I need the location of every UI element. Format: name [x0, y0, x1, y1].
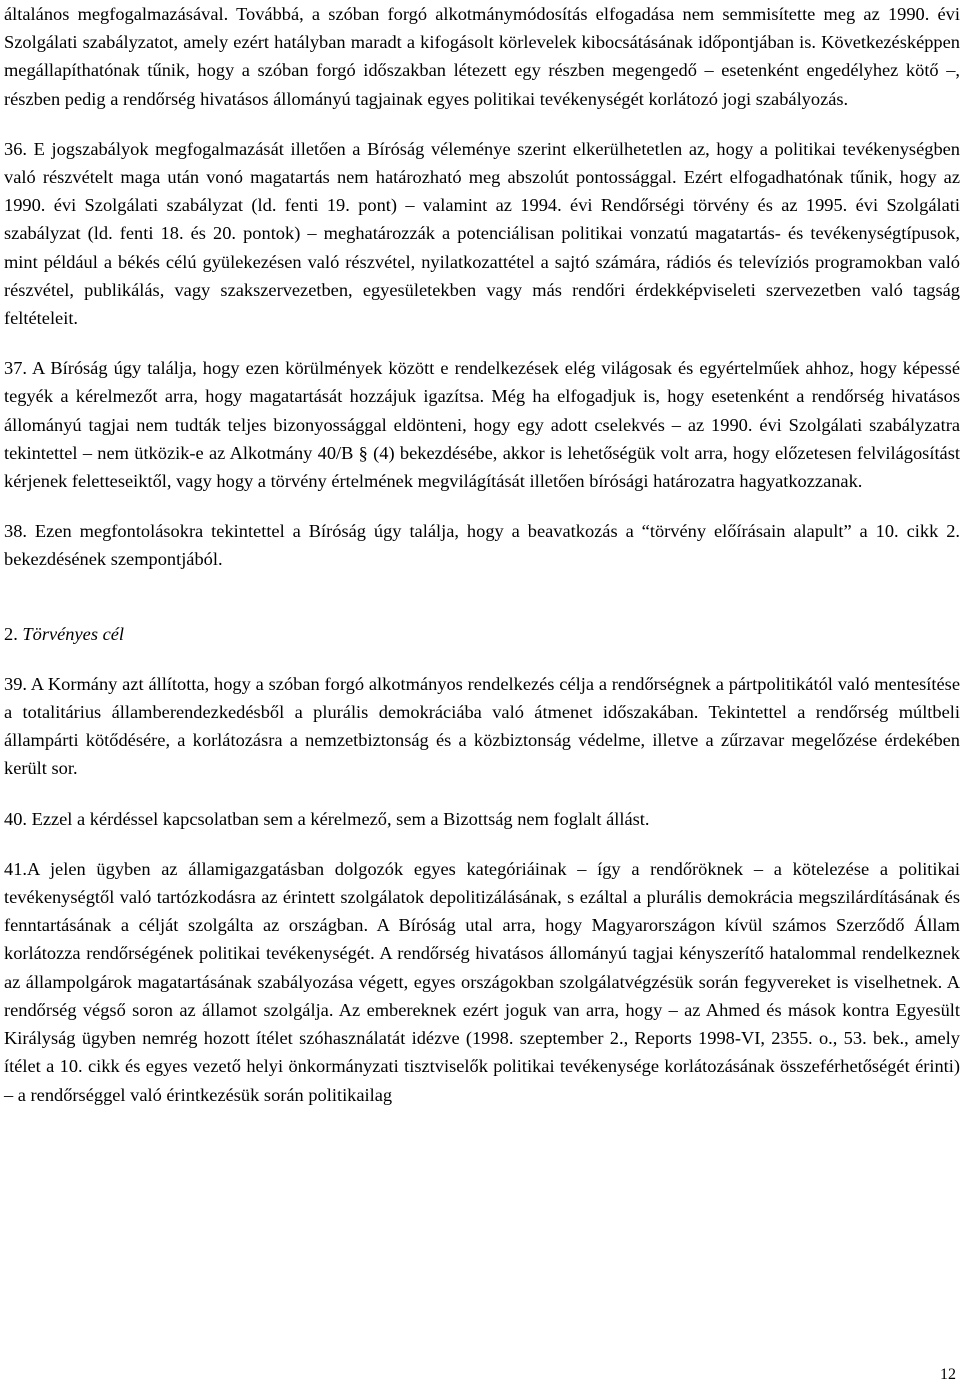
paragraph-spacer [4, 332, 960, 354]
section-heading [4, 620, 960, 648]
section-heading-title: Törvényes cél [22, 623, 125, 644]
paragraph-40: 40. Ezzel a kérdéssel kapcsolatban sem a kérelmező, sem a Bizottság nem foglalt állást. [4, 808, 650, 829]
paragraph-37: 37. A Bíróság úgy találja, hogy ezen körülmények között e rendelkezések elég világosak és egyértelműek ahhoz, hogy képessé tegyék a kérelmezőt arra, hogy magatartását hozzájuk igazítsa. Még ha elfogadjuk is, hogy esetenként a rendőrség hivatásos állományú tagjai nem tudták teljes bizonyossággal eldönteni, hogy egy adott cselekvés – az 1990. évi Szolgálati szabályzatra tekintettel – nem ütközik-e az Alkotmány 40/B § (4) bekezdésébe, akkor is lehetőségük volt arra, hogy előzetesen felvilágosítást kérjenek feletteseiktől, vagy hogy a törvény értelmének megvilágítását illetően bírósági határozatra hagyatkozzanak. [4, 358, 960, 492]
paragraph-spacer [4, 113, 960, 135]
section-spacer [4, 574, 960, 620]
paragraph-35-continuation: általános megfogalmazásával. Továbbá, a szóban forgó alkotmánymódosítás elfogadása nem semmisítette meg az 1990. évi Szolgálati szabályzatot, amely ezért hatályban maradt a kifogásolt körlevelek kibocsátásának időpontjában is. Következésképpen megállapíthatónak tűnik, hogy a szóban forgó időszakban létezett egy részben megengedő – esetenként engedélyhez kötő –, részben pedig a rendőrség hivatásos állományú tagjainak egyes politikai tevékenységét korlátozó jogi szabályozás. [4, 4, 960, 109]
paragraph-spacer [4, 833, 960, 855]
paragraph-38: 38. Ezen megfontolásokra tekintettel a Bíróság úgy találja, hogy a beavatkozás a “törvény előírásain alapult” a 10. cikk 2. bekezdésének szempontjából. [4, 521, 960, 570]
paragraph-spacer [4, 495, 960, 517]
paragraph-spacer [4, 648, 960, 670]
paragraph-39: 39. A Kormány azt állította, hogy a szóban forgó alkotmányos rendelkezés célja a rendőrségnek a pártpolitikától való mentesítése a totalitárius államberendezkedésből a plurális demokráciába való átmenet időszakában. Tekintettel a rendőrség múltbeli állampárti kötődésére, a korlátozásra a nemzetbiztonság és a közbiztonság védelme, illetve a zűrzavar megelőzése érdekében került sor. [4, 673, 960, 779]
section-heading-number: 2. [4, 623, 18, 644]
paragraph-41: 41.A jelen ügyben az államigazgatásban dolgozók egyes kategóriáinak – így a rendőröknek – a kötelezése a politikai tevékenységtől való tartózkodásra az érintett szolgálatok depolitizálásának, s ezáltal a plurális demokrácia megszilárdításának és fenntartásának a célját szolgálta az országban. A Bíróság utal arra, hogy Magyarországon kívül számos Szerződő Állam korlátozza rendőrségének politikai tevékenységét. A rendőrség hivatásos állományú tagjai kényszerítő hatalommal rendelkeznek az állampolgárok magatartásának szabályozása végett, egyes országokban szolgálatvégzésük során fegyvereket is viselhetnek. A rendőrség végső soron az államot szolgálja. Az embereknek ezért joguk van arra, hogy – az Ahmed és mások kontra Egyesült Királyság ügyben nemrég hozott ítélet szóhasználatát idézve (1998. szeptember 2., Reports 1998-VI, 2355. o., 53. bek., amely ítélet a 10. cikk és egyes vezető helyi önkormányzati tisztviselők politikai tevékenysége korlátozásának összeférhetőségét érinti) – a rendőrséggel való érintkezésük során politikailag [4, 858, 960, 1105]
paragraph-spacer [4, 783, 960, 805]
paragraph-36: 36. E jogszabályok megfogalmazását illetően a Bíróság véleménye szerint elkerülhetetlen az, hogy a politikai tevékenységben való részvételt maga után vonó magatartás nem határozható meg abszolút pontossággal. Ezért elfogadhatónak tűnik, hogy az 1990. évi Szolgálati szabályzat (ld. fenti 19. pont) – valamint az 1994. évi Rendőrségi törvény és az 1995. évi Szolgálati szabályzat (ld. fenti 18. és 20. pontok) – meghatározzák a potenciálisan politikai vonzatú magatartás- és tevékenységtípusok, mint például a békés célú gyülekezésen való részvétel, nyilatkozattétel a sajtó számára, rádiós és televíziós programokban való részvétel, publikálás, vagy szakszervezetben, egyesületekben vagy más rendőri érdekképviseleti szervezetben való tagság feltételeit. [4, 138, 960, 329]
page-number: 12 [940, 1366, 956, 1383]
document-page [4, 0, 960, 1109]
